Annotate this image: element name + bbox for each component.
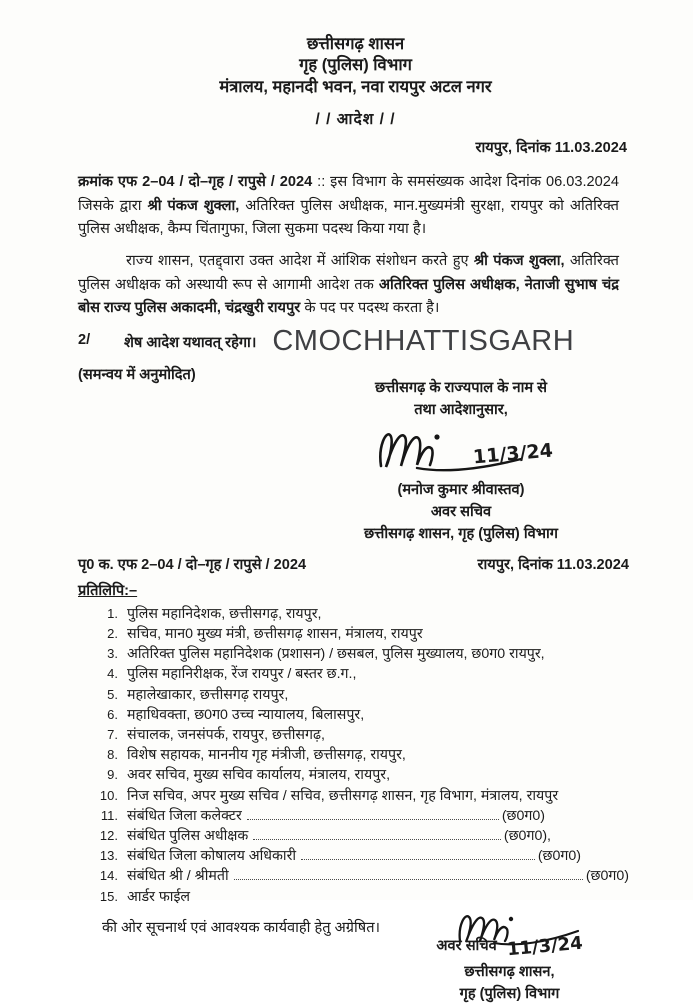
order-paragraph-2 <box>78 250 619 320</box>
doc-header <box>78 34 633 129</box>
footer-row <box>78 909 633 1006</box>
footer-signature-block <box>392 909 627 1006</box>
signature-area-top <box>291 424 631 480</box>
item-text: आर्डर फाईल <box>127 888 191 905</box>
item-number: 1. <box>107 605 118 621</box>
item-text: विशेष सहायक, माननीय गृह मंत्रीजी, छत्तीसगढ़, रायपुर, <box>127 747 406 764</box>
copies-list <box>78 604 633 907</box>
item-number: 4. <box>107 666 118 682</box>
list-item <box>78 765 633 785</box>
text-segment: क्रमांक एफ 2–04 / दो–गृह / रापुसे / 2024 <box>78 174 313 191</box>
list-item <box>78 725 633 745</box>
governor-line-2: तथा आदेशानुसार, <box>414 402 508 419</box>
forward-note: की ओर सूचनार्थ एवं आवश्यक कार्यवाही हेतु अग्रेषित। <box>102 919 381 936</box>
text-segment: :: इस विभाग के समसंख्यक आदेश दिनांक 06.03.2024 जिसके द्वारा <box>78 174 619 214</box>
approval-note: (समन्वय में अनुमोदित) <box>78 367 196 384</box>
list-item <box>78 624 633 644</box>
list-item <box>78 846 633 866</box>
item-text: संबंधित पुलिस अधीक्षक <box>127 828 249 845</box>
text-segment: अतिरिक्त पुलिस अधीक्षक, मान.मुख्यमंत्री सुरक्षा, रायपुर को अतिरिक्त पुलिस अधीक्षक, कैम्प चिंतागुफा, जिला सुकमा पदस्थ किया गया है। <box>78 197 619 237</box>
place-date-endorsement: रायपुर, दिनांक 11.03.2024 <box>477 556 629 573</box>
item-text: संबंधित श्री / श्रीमती <box>127 868 229 885</box>
item-suffix: (छ0ग0) <box>537 848 581 865</box>
item-number: 9. <box>107 767 118 783</box>
list-item <box>78 806 633 826</box>
list-item <box>78 866 633 886</box>
clause-text: शेष आदेश यथावत् रहेगा। <box>124 335 257 352</box>
item-text: अवर सचिव, मुख्य सचिव कार्यालय, मंत्रालय, रायपुर, <box>127 767 391 784</box>
dotted-leader <box>301 859 535 860</box>
list-item <box>78 705 633 725</box>
copies-heading: प्रतिलिपि:– <box>78 582 138 599</box>
item-number: 2. <box>107 626 118 642</box>
header-department: गृह (पुलिस) विभाग <box>299 56 412 75</box>
list-item <box>78 664 633 684</box>
item-suffix: (छ0ग0) <box>585 868 629 885</box>
clause-2-row <box>78 325 633 358</box>
item-text: पुलिस महानिरीक्षक, रेंज रायपुर / बस्तर छ.ग., <box>127 666 357 683</box>
item-text: महालेखाकार, छत्तीसगढ़ रायपुर, <box>127 686 289 703</box>
text-segment: राज्य शासन, एतद्द्वारा उक्त आदेश में आंशिक संशोधन करते हुए <box>126 253 474 270</box>
dotted-leader <box>247 819 499 820</box>
item-number: 15. <box>99 888 118 904</box>
item-text: पुलिस महानिदेशक, छत्तीसगढ़, रायपुर, <box>127 605 322 622</box>
handwritten-date-top: 11/3/24 <box>472 439 554 469</box>
place-date-top: रायपुर, दिनांक 11.03.2024 <box>475 140 627 157</box>
list-item <box>78 887 633 907</box>
item-number: 5. <box>107 686 118 702</box>
list-item <box>78 745 633 765</box>
endorsement-row <box>78 554 633 574</box>
list-item <box>78 826 633 846</box>
order-title: / / आदेश / / <box>315 111 396 129</box>
dotted-leader <box>253 839 501 840</box>
signatory-name: (मनोज कुमार श्रीवास्तव) <box>397 482 525 499</box>
ref-number: पृ0 क. एफ 2–04 / दो–गृह / रापुसे / 2024 <box>78 556 307 573</box>
order-paragraph-1 <box>78 171 619 241</box>
list-item <box>78 604 633 624</box>
item-number: 3. <box>107 646 118 662</box>
text-segment: अतिरिक्त पुलिस अधीक्षक, नेताजी सुभाष चंद्र बोस राज्य पुलिस अकादमी, चंद्रखुरी रायपुर <box>78 276 619 317</box>
item-suffix: (छ0ग0), <box>503 828 551 845</box>
item-number: 14. <box>99 868 118 884</box>
list-item <box>78 644 633 664</box>
signatory-title: अवर सचिव <box>430 504 492 521</box>
header-government: छत्तीसगढ़ शासन <box>306 35 405 53</box>
dotted-leader <box>234 879 583 880</box>
footer-dept-line-2: गृह (पुलिस) विभाग <box>459 986 560 1003</box>
item-number: 7. <box>107 727 118 743</box>
item-text: संचालक, जनसंपर्क, रायपुर, छत्तीसगढ़, <box>127 727 325 744</box>
text-segment: श्री पंकज शुक्ला, <box>473 253 565 270</box>
item-text: महाधिवक्ता, छ0ग0 उच्च न्यायालय, बिलासपुर, <box>127 706 365 723</box>
authority-block <box>291 378 631 545</box>
item-number: 12. <box>99 828 118 844</box>
footer-dept-line-1: छत्तीसगढ़ शासन, <box>464 963 555 980</box>
item-number: 6. <box>107 706 118 722</box>
text-segment: के पद पर पदस्थ करता है। <box>300 300 440 317</box>
item-number: 8. <box>107 747 118 763</box>
governor-line-1: छत्तीसगढ़ के राज्यपाल के नाम से <box>374 380 548 397</box>
handwritten-date-bottom: 11/3/24 <box>505 932 584 961</box>
header-address: मंत्रालय, महानदी भवन, नवा रायपुर अटल नगर <box>219 77 492 96</box>
list-item <box>78 685 633 705</box>
footer-signatory-title: अवर सचिव <box>436 937 497 954</box>
item-number: 11. <box>100 807 118 823</box>
item-text: संबंधित जिला कलेक्टर <box>127 807 242 824</box>
item-text: अतिरिक्त पुलिस महानिदेशक (प्रशासन) / छसबल, पुलिस मुख्यालय, छ0ग0 रायपुर, <box>127 646 545 663</box>
item-text: सचिव, मान0 मुख्य मंत्री, छत्तीसगढ़ शासन, मंत्रालय, रायपुर <box>127 626 423 643</box>
item-text: संबंधित जिला कोषालय अधिकारी <box>127 848 297 865</box>
item-text: निज सचिव, अपर मुख्य सचिव / सचिव, छत्तीसगढ़ शासन, गृह विभाग, मंत्रालय, रायपुर <box>127 787 559 804</box>
item-number: 13. <box>99 848 118 864</box>
signatory-dept: छत्तीसगढ़ शासन, गृह (पुलिस) विभाग <box>364 525 558 542</box>
text-segment: श्री पंकज शुक्ला, <box>147 197 240 214</box>
item-suffix: (छ0ग0) <box>501 807 545 824</box>
cm-chhattisgarh-watermark: CMOCHHATTISGARH <box>272 325 575 358</box>
text-segment: अतिरिक्त पुलिस अधीक्षक को अस्थायी रूप से आगामी आदेश तक <box>78 253 619 293</box>
clause-number: 2/ <box>78 332 91 349</box>
footer-signatory-title-row <box>392 933 627 961</box>
item-number: 10. <box>99 787 118 803</box>
list-item <box>78 786 633 806</box>
